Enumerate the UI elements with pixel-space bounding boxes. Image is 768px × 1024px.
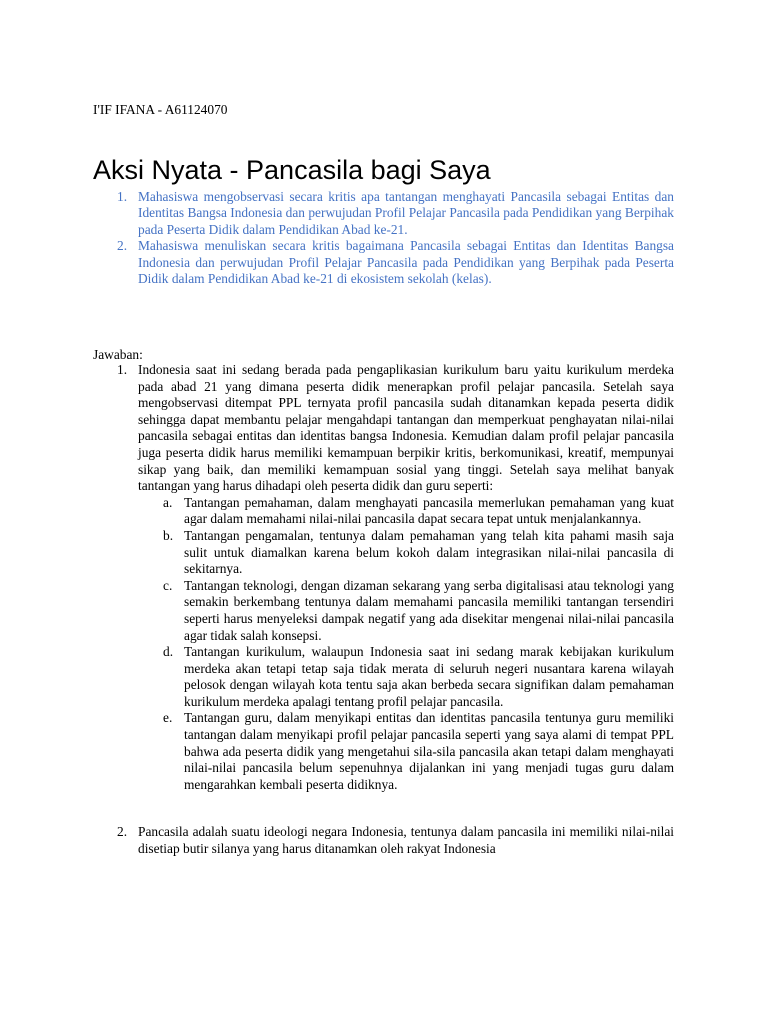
challenge-item	[92, 528, 674, 578]
challenge-list	[138, 495, 674, 794]
challenge-item	[92, 495, 674, 528]
task-text: Mahasiswa menuliskan secara kritis bagaimana Pancasila sebagai Entitas dan Identitas Bangsa Indonesia dan perwujudan Profil Pelajar Pancasila pada Pendidikan yang Berpihak pada Peserta Didik dalam Pendidikan Abad ke-21 di ekosistem sekolah (kelas).	[138, 238, 674, 287]
task-number: 2.	[117, 238, 128, 254]
task-number: 1.	[117, 189, 128, 204]
challenge-item	[92, 644, 674, 710]
challenge-letter: d.	[163, 644, 174, 660]
author-line: I'IF IFANA - A61124070	[93, 102, 228, 117]
task-item	[92, 189, 674, 238]
answer-number: 2.	[117, 824, 128, 840]
challenge-letter: a.	[163, 494, 173, 510]
challenge-text: Tantangan pengamalan, tentunya dalam pemahaman yang telah kita pahami masih saja sulit untuk diamalkan karena belum kokoh dalam integrasikan nilai-nilai pancasila di sekitarnya.	[184, 527, 674, 577]
answers-label: Jawaban:	[93, 347, 143, 362]
task-text: Mahasiswa mengobservasi secara kritis apa tantangan menghayati Pancasila sebagai Entitas dan Identitas Bangsa Indonesia dan perwujudan Profil Pelajar Pancasila pada Pendidikan yang Berpihak pada Peserta Didik dalam Pendidikan Abad ke-21.	[138, 189, 674, 237]
document-title: Aksi Nyata - Pancasila bagi Saya	[93, 155, 491, 186]
challenge-text: Tantangan kurikulum, walaupun Indonesia saat ini sedang marak kebijakan kurikulum merdeka akan tetapi tetap saja tidak merata di seluruh negeri nusantara karena wilayah pelosok dengan wilayah kota tentu saja akan berbeda secara signifikan dalam pemahaman kurikulum merdeka apalagi tentang profil pelajar pancasila.	[184, 644, 674, 709]
challenge-text: Tantangan guru, dalam menyikapi entitas dan identitas pancasila tentunya guru memiliki tantangan dalam menyikapi profil pelajar pancasila seperti yang saya alami di tempat PPL bahwa ada peserta didik yang mengetahui sila-sila pancasila akan tetapi dalam menghayati nilai-nilai pancasila belum sepenuhnya dijalankan ini yang menjadi tugas guru dalam mengarahkan kembali peserta didiknya.	[184, 710, 674, 792]
challenge-letter: c.	[163, 577, 173, 593]
answer-text: Indonesia saat ini sedang berada pada pengaplikasian kurikulum baru yaitu kurikulum merdeka pada abad 21 yang dimana peserta didik menerapkan profil pelajar pancasila. Setelah saya mengobservasi ditempat PPL ternyata profil pancasila sudah ditanamkan kepada peserta didik sehingga dapat membantu pelajar mengahdapi tantangan dan memperkuat penghayatan nilai-nilai pancasila sebagai entitas dan identitas bangsa Indonesia. Kemudian dalam profil pelajar pancasila juga peserta didik harus memiliki kemampuan berpikir kritis, berkomunikasi, kreatif, mempunyai sikap yang baik, dan memiliki kemampuan sosial yang tinggi. Setelah saya melihat banyak tantangan yang harus dihadapi oleh peserta didik dan guru seperti:	[138, 362, 674, 494]
task-item	[92, 238, 674, 287]
answer-list	[92, 362, 674, 858]
answer-item	[92, 362, 674, 793]
challenge-item	[92, 710, 674, 793]
challenge-item	[92, 578, 674, 644]
answer-text: Pancasila adalah suatu ideologi negara Indonesia, tentunya dalam pancasila ini memiliki nilai-nilai disetiap butir silanya yang harus ditanamkan oleh rakyat Indonesia	[138, 824, 674, 857]
answer-item	[92, 824, 674, 857]
challenge-text: Tantangan teknologi, dengan dizaman sekarang yang serba digitalisasi atau teknologi yang semakin berkembang tentunya dalam memahami pancasila memiliki tantangan tersendiri seperti harus menyeleksi dampak negatif yang ada disekitar mengenai nilai-nilai pancasila agar tidak salah konsepsi.	[184, 577, 674, 643]
challenge-letter: e.	[163, 710, 173, 726]
task-list	[92, 189, 674, 287]
challenge-letter: b.	[163, 527, 174, 543]
challenge-text: Tantangan pemahaman, dalam menghayati pancasila memerlukan pemahaman yang kuat agar dalam memahami nilai-nilai pancasila dapat secara tepat untuk menjalankannya.	[184, 494, 674, 527]
answer-number: 1.	[117, 362, 128, 377]
paragraph-gap	[92, 793, 674, 824]
